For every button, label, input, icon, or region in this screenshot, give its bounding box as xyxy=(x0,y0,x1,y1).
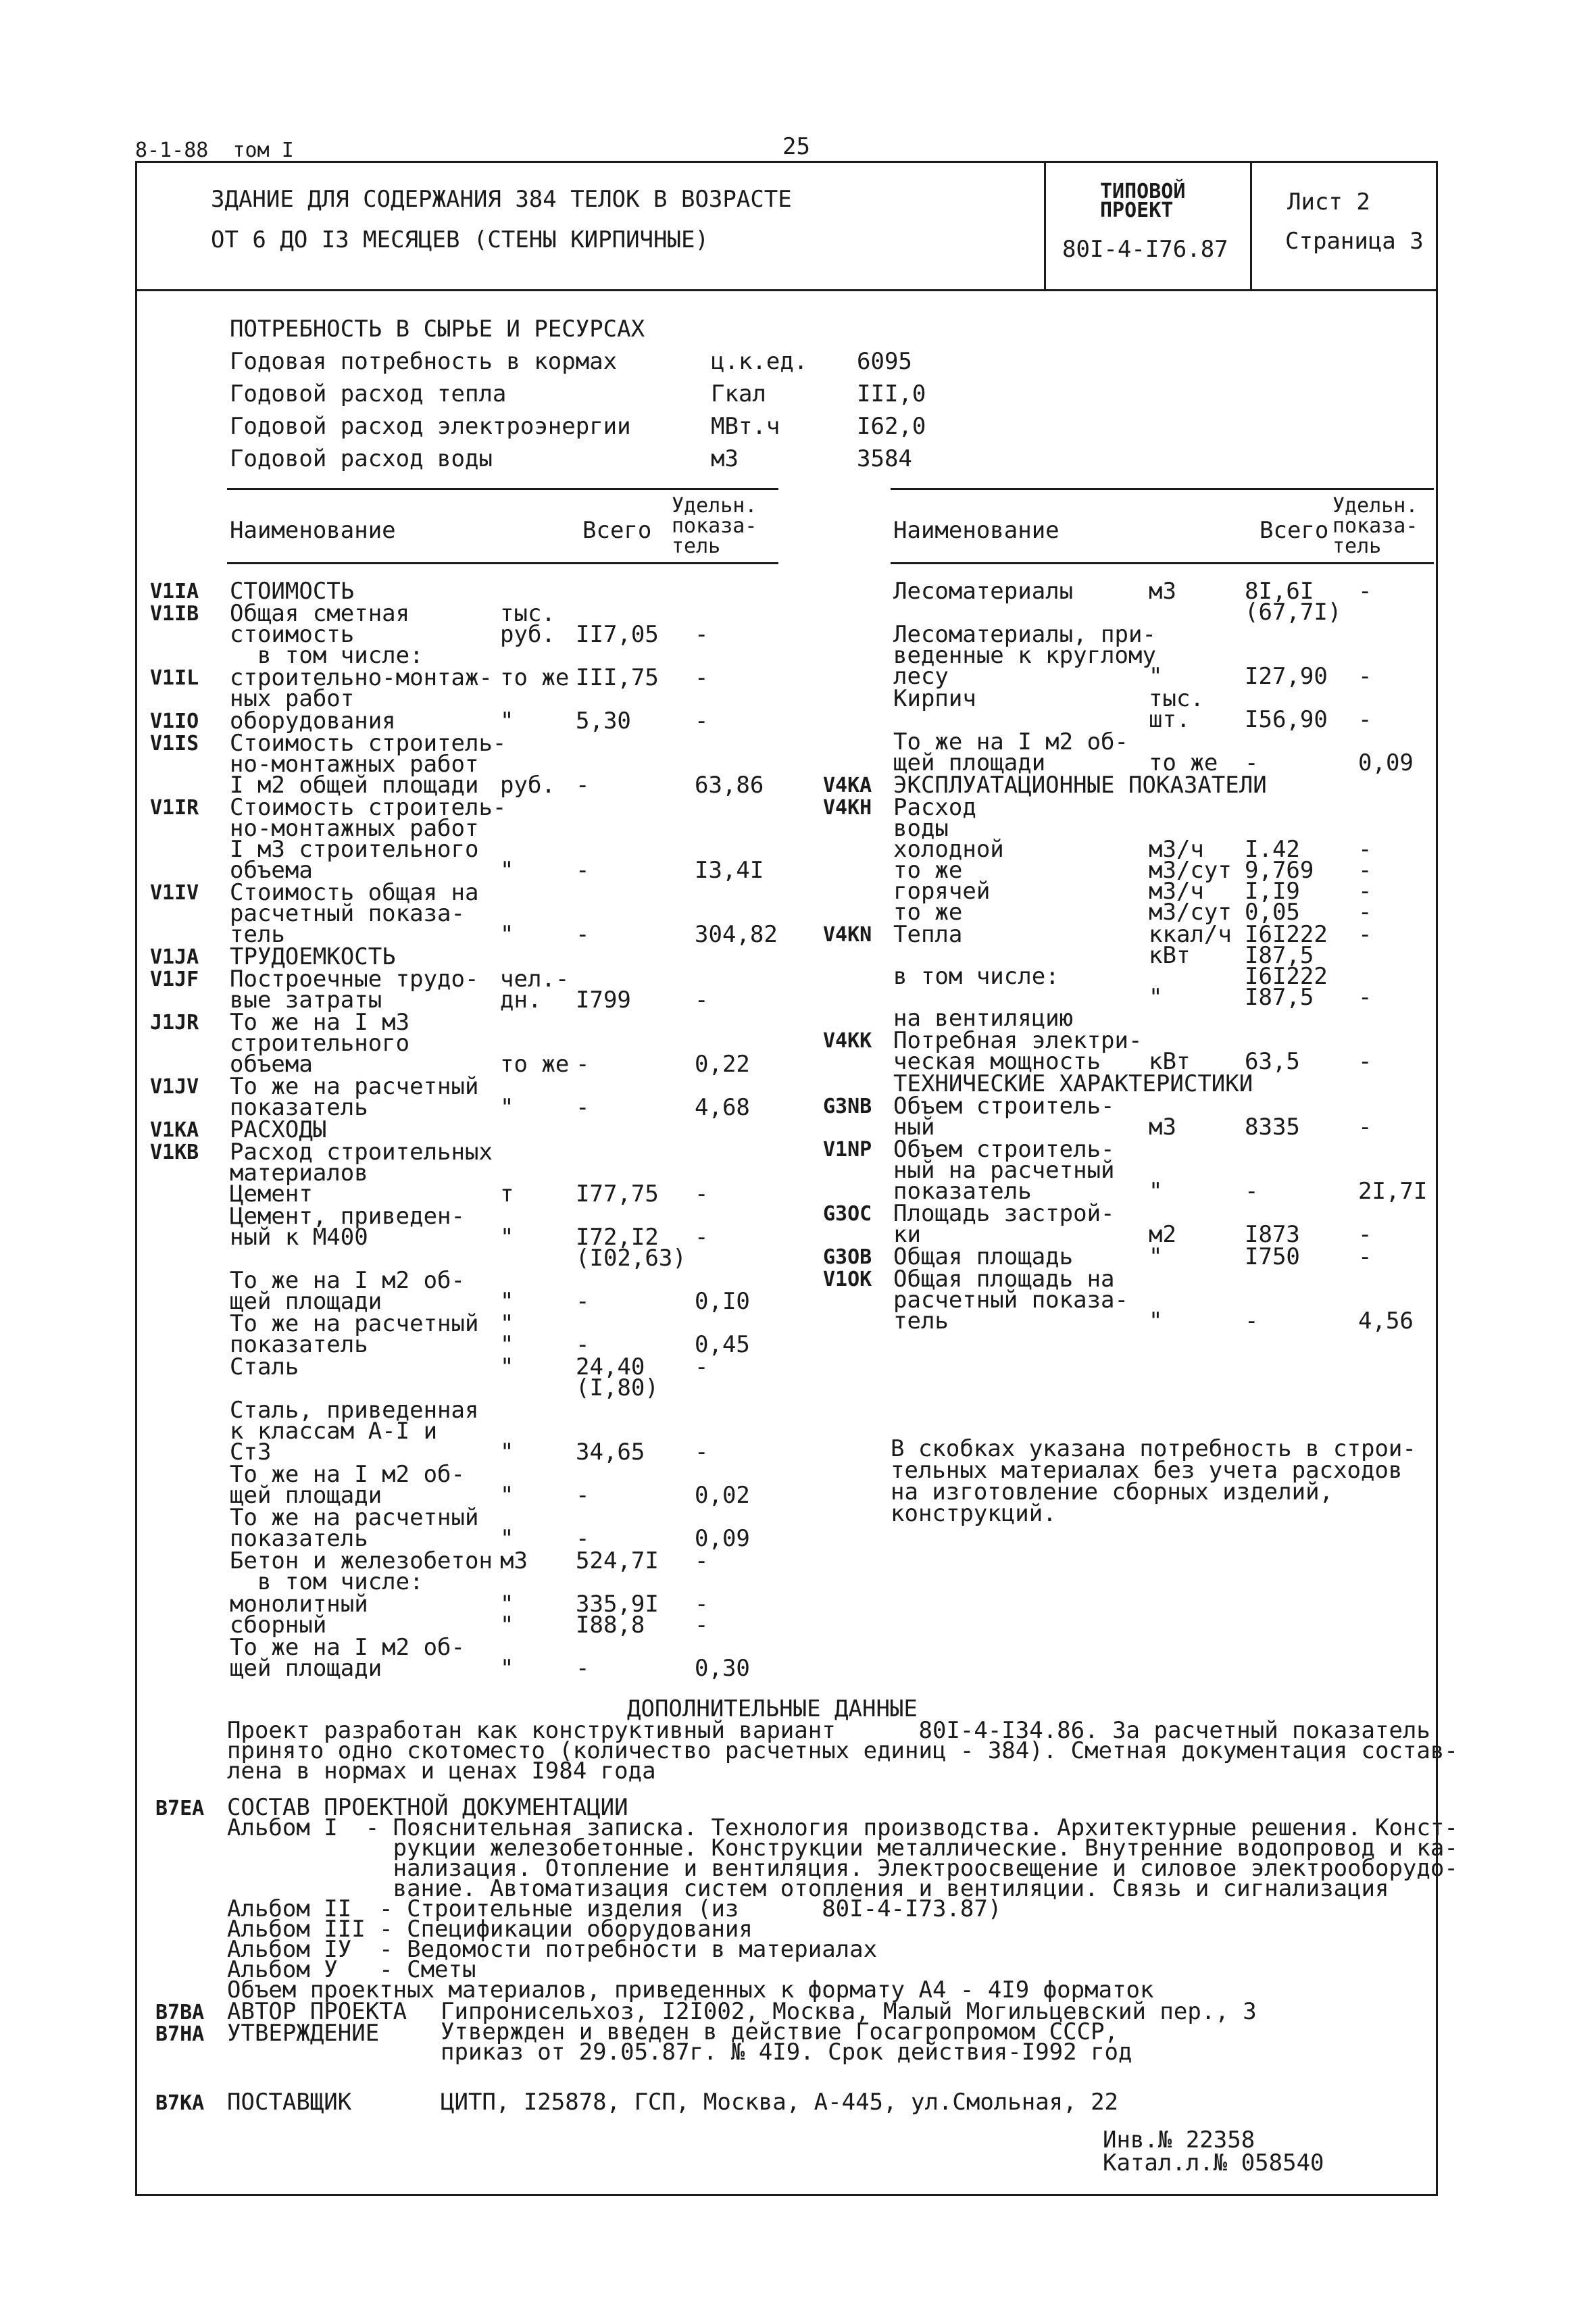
row-total: 335,9I I88,8 xyxy=(576,1591,659,1639)
row-name: Лесоматериалы, при- веденные к круглому лесу xyxy=(893,621,1156,690)
row-specific: - xyxy=(695,707,709,735)
row-name: Стоимость строитель- но-монтажных работ I м2 общей площади xyxy=(230,730,507,799)
right-header-total: Всего xyxy=(1260,517,1329,544)
row-code: G3NB xyxy=(823,1095,872,1118)
title-line-1: ЗДАНИЕ ДЛЯ СОДЕРЖАНИЯ 384 ТЕЛОК В ВОЗРАСТЕ xyxy=(211,186,792,213)
row-total: 8335 xyxy=(1245,1114,1300,1141)
row-name: Лесоматериалы xyxy=(893,578,1074,605)
project-label: ТИПОВОЙ ПРОЕКТ xyxy=(1100,180,1186,222)
row-code: G3OB xyxy=(823,1245,872,1269)
row-name: Кирпич xyxy=(893,685,976,712)
page-label: Страница 3 xyxy=(1285,228,1424,255)
row-code: V1IV xyxy=(150,881,199,905)
row-total: 524,7I xyxy=(576,1547,659,1574)
row-specific: - xyxy=(695,1224,709,1251)
row-specific: - xyxy=(695,1180,709,1208)
row-unit: " xyxy=(500,1094,514,1121)
row-unit: " xyxy=(500,1655,514,1682)
row-specific: 0,09 xyxy=(1358,749,1414,776)
row-specific: - - - - xyxy=(1358,836,1372,926)
row-name: Площадь застрой- ки xyxy=(893,1200,1115,1248)
row-name: То же на I м2 об- щей площади xyxy=(230,1461,465,1509)
row-name: Сталь, приведенная к классам А-I и Ст3 xyxy=(230,1397,479,1466)
left-header-topline xyxy=(227,488,778,490)
title-line-2: ОТ 6 ДО I3 МЕСЯЦЕВ (СТЕНЫ КИРПИЧНЫЕ) xyxy=(211,226,709,253)
row-name: Стоимость общая на расчетный показа- тель xyxy=(230,879,479,948)
row-unit: " xyxy=(1149,1308,1163,1335)
approval-text: Утвержден и введен в действие Госагропромом СССР, приказ от 29.05.87г. № 4I9. Срок действия-I992 год xyxy=(441,2018,1132,2066)
row-total: I799 xyxy=(576,987,631,1014)
row-code: V1JA xyxy=(150,945,199,969)
row-name: ТРУДОЕМКОСТЬ xyxy=(230,943,396,970)
author-code: B7BA xyxy=(155,2001,205,2024)
row-specific: 0,I0 xyxy=(695,1288,750,1315)
series-label: 8-1-88 том I xyxy=(135,139,294,162)
composition-code: B7EA xyxy=(155,1797,205,1820)
row-unit: " " xyxy=(500,1310,514,1358)
row-unit: " xyxy=(1149,663,1163,690)
row-total: - xyxy=(576,1482,590,1509)
row-unit: " " xyxy=(500,1591,514,1639)
row-unit: кВт xyxy=(1149,1048,1191,1075)
row-total: III,75 xyxy=(576,664,659,691)
row-specific: - xyxy=(695,1353,709,1380)
row-total: 34,65 xyxy=(576,1439,645,1466)
page-number: 25 xyxy=(782,133,810,160)
brackets-note: В скобках указана потребность в строи- тельных материалах без учета расходов на изготовление сборных изделий, конструкций. xyxy=(891,1435,1416,1527)
row-code: V1JF xyxy=(150,968,199,991)
row-name: Расход строительных материалов Цемент xyxy=(230,1139,493,1208)
title-divider xyxy=(135,289,1436,291)
row-name: РАСХОДЫ xyxy=(230,1116,327,1143)
row-specific: I3,4I xyxy=(695,857,764,884)
row-name: монолитный сборный xyxy=(230,1591,368,1639)
composition-heading: СОСТАВ ПРОЕКТНОЙ ДОКУМЕНТАЦИИ xyxy=(227,1794,628,1821)
title-vdivider-1 xyxy=(1044,161,1046,291)
row-specific: 2I,7I xyxy=(1358,1178,1428,1205)
row-code: V4KH xyxy=(823,796,872,820)
row-name: Стоимость строитель- но-монтажных работ I м3 строительного объема xyxy=(230,794,507,884)
row-specific: - xyxy=(1358,1221,1372,1248)
row-code: V4KN xyxy=(823,923,872,947)
title-vdivider-2 xyxy=(1250,161,1252,291)
row-name: Общая площадь на расчетный показа- тель xyxy=(893,1266,1128,1335)
row-name: То же на I м2 об- щей площади xyxy=(230,1267,465,1315)
row-specific: - xyxy=(1358,1114,1372,1141)
resource-value: 6095 xyxy=(857,348,912,375)
right-header-topline xyxy=(891,488,1434,490)
row-specific: 4,68 xyxy=(695,1094,750,1121)
row-total: - xyxy=(576,1655,590,1682)
row-code: V1JV xyxy=(150,1075,199,1099)
resource-value: 3584 xyxy=(857,445,912,472)
row-name: Бетон и железобетон в том числе: xyxy=(230,1547,493,1595)
row-code: V1IS xyxy=(150,732,199,755)
resource-name: Годовая потребность в кормах xyxy=(230,348,618,375)
row-unit: чел.- дн. xyxy=(500,966,570,1014)
row-unit: м3 xyxy=(1149,578,1176,605)
row-specific: 304,82 xyxy=(695,921,778,948)
left-header-specific: Удельн. показа- тель xyxy=(672,494,757,558)
row-code: G3OC xyxy=(823,1202,872,1226)
row-unit: " xyxy=(500,1353,514,1380)
row-name: То же на I м2 об- щей площади xyxy=(893,728,1128,776)
row-unit: м3 xyxy=(500,1547,528,1574)
row-total: - xyxy=(576,1094,590,1121)
row-name: То же на расчетный показатель xyxy=(230,1310,479,1358)
row-total: - xyxy=(1245,1308,1259,1335)
supplier-label: ПОСТАВЩИК xyxy=(227,2089,352,2116)
row-unit: " xyxy=(500,1439,514,1466)
row-specific: - xyxy=(695,1547,709,1574)
row-unit: м3/ч м3/сут м3/ч м3/сут xyxy=(1149,836,1232,926)
supplier-text: ЦИТП, I25878, ГСП, Москва, А-445, ул.Смольная, 22 xyxy=(441,2089,1119,2116)
row-total: - xyxy=(576,1331,590,1358)
row-unit: ккал/ч кВт " xyxy=(1149,921,1232,1011)
row-specific: - xyxy=(1358,1243,1372,1270)
row-code: V1KA xyxy=(150,1118,199,1142)
resource-value: I62,0 xyxy=(857,413,926,440)
row-total: - xyxy=(576,921,590,948)
row-specific: 0,02 xyxy=(695,1482,750,1509)
row-total: - xyxy=(1245,749,1259,776)
row-total: 8I,6I (67,7I) xyxy=(1245,578,1342,626)
row-name: ТЕХНИЧЕСКИЕ ХАРАКТЕРИСТИКИ xyxy=(893,1070,1253,1097)
row-name: Тепла в том числе: на вентиляцию xyxy=(893,921,1074,1032)
row-unit: тыс. шт. xyxy=(1149,685,1204,733)
row-specific: - xyxy=(695,664,709,691)
row-unit: тыс. руб. xyxy=(500,600,555,648)
left-header-total: Всего xyxy=(582,517,652,544)
row-specific: - xyxy=(695,621,709,648)
row-name: То же на I м3 строительного объема xyxy=(230,1009,410,1078)
resource-name: Годовой расход воды xyxy=(230,445,493,472)
row-name: Расход воды холодной то же горячей то же xyxy=(893,794,1004,926)
row-unit: м3 xyxy=(1149,1114,1176,1141)
row-unit: м2 xyxy=(1149,1221,1176,1248)
resource-name: Годовой расход электроэнергии xyxy=(230,413,631,440)
resource-unit: Гкал xyxy=(711,380,766,407)
row-specific: 63,86 xyxy=(695,772,764,799)
row-name: То же на расчетный показатель xyxy=(230,1073,479,1121)
row-specific: - xyxy=(1358,578,1372,605)
row-unit: " xyxy=(500,1288,514,1315)
row-total: - xyxy=(1245,1178,1259,1205)
resource-unit: ц.к.ед. xyxy=(711,348,808,375)
row-code: V4KK xyxy=(823,1029,872,1053)
row-unit: " xyxy=(1149,1178,1163,1205)
right-header-name: Наименование xyxy=(893,517,1059,544)
row-specific: - xyxy=(1358,706,1372,733)
row-name: Потребная электри- ческая мощность xyxy=(893,1027,1143,1075)
row-specific: - - xyxy=(1358,921,1372,1011)
row-total: - xyxy=(576,772,590,799)
approval-label: УТВЕРЖДЕНИЕ xyxy=(227,2020,380,2047)
right-header-specific: Удельн. показа- тель xyxy=(1332,494,1418,558)
row-code: J1JR xyxy=(150,1011,199,1035)
row-specific: 0,45 xyxy=(695,1331,750,1358)
row-unit: то же xyxy=(500,664,570,691)
row-total: 5,30 xyxy=(576,707,631,735)
resource-unit: м3 xyxy=(711,445,739,472)
left-header-bottomline xyxy=(227,562,778,564)
approval-code: B7HA xyxy=(155,2022,205,2046)
row-specific: - - xyxy=(695,1591,709,1639)
author-label: АВТОР ПРОЕКТА xyxy=(227,1998,407,2025)
row-total: 63,5 xyxy=(1245,1048,1300,1075)
additional-heading: ДОПОЛНИТЕЛЬНЫЕ ДАННЫЕ xyxy=(627,1695,918,1722)
row-unit: то же xyxy=(1149,749,1218,776)
additional-text: Проект разработан как конструктивный вариант 80I-4-I34.86. За расчетный показатель принято одно скотоместо (количество расчетных единиц - 384). Сметная документация состав- лена в нормах и ценах I984 года xyxy=(227,1717,1458,1785)
row-unit: " xyxy=(500,1482,514,1509)
row-total: - xyxy=(576,1051,590,1078)
row-name: То же на расчетный показатель xyxy=(230,1504,479,1552)
row-total: I.42 9,769 I,I9 0,05 xyxy=(1245,836,1314,926)
row-unit: " xyxy=(1149,1243,1163,1270)
row-unit: " xyxy=(500,857,514,884)
resource-unit: МВт.ч xyxy=(711,413,780,440)
row-code: V1KB xyxy=(150,1141,199,1164)
row-name: строительно-монтаж- ных работ xyxy=(230,664,493,712)
row-name: ЭКСПЛУАТАЦИОННЫЕ ПОКАЗАТЕЛИ xyxy=(893,772,1267,799)
left-header-name: Наименование xyxy=(230,517,396,544)
row-total: 24,40 (I,80) xyxy=(576,1353,659,1401)
row-name: Объем строитель- ный xyxy=(893,1093,1115,1141)
row-name: Общая сметная стоимость в том числе: xyxy=(230,600,424,669)
right-header-bottomline xyxy=(891,562,1434,564)
row-code: V1IL xyxy=(150,666,199,690)
row-name: СТОИМОСТЬ xyxy=(230,578,355,605)
row-name: То же на I м2 об- щей площади xyxy=(230,1634,465,1682)
resource-value: III,0 xyxy=(857,380,926,407)
inventory-number: Инв.№ 22358 xyxy=(1103,2126,1255,2154)
row-unit: " xyxy=(500,1525,514,1552)
row-total: - xyxy=(576,857,590,884)
author-text: Гипронисельхоз, I2I002, Москва, Малый Могильцевский пер., 3 xyxy=(441,1998,1257,2025)
row-total: I77,75 xyxy=(576,1180,659,1208)
catalog-number: Катал.л.№ 058540 xyxy=(1103,2149,1324,2176)
row-unit: т xyxy=(500,1180,514,1208)
composition-text: Альбом I - Пояснительная записка. Технология производства. Архитектурные решения. Конст- рукции железобетонные. Конструкции металлические. Внутренние водопровод и ка- нализация. Отопление и вентиляция. Электроосвещение и силовое электрооборудо- вание. Автоматизация систем отопления и вентиляции. Связь и сигнализация Альбом II - Строительные изделия (из 80I-4-I73.87) Альбом III - Спецификации оборудования Альбом IУ - Ведомости потребности в материалах Альбом У - Сметы Объем проектных материалов, приведенных к формату А4 - 4I9 форматок xyxy=(227,1814,1458,2003)
row-specific: 0,09 xyxy=(695,1525,750,1552)
row-specific: - xyxy=(1358,1048,1372,1075)
row-unit: " xyxy=(500,707,514,735)
row-unit: то же xyxy=(500,1051,570,1078)
row-code: V1IO xyxy=(150,710,199,733)
row-name: Объем строитель- ный на расчетный показатель xyxy=(893,1136,1115,1205)
row-name: Сталь xyxy=(230,1353,299,1380)
row-code: V4KA xyxy=(823,774,872,797)
sheet-label: Лист 2 xyxy=(1287,189,1370,216)
row-specific: - xyxy=(1358,663,1372,690)
row-total: II7,05 xyxy=(576,621,659,648)
row-specific: - xyxy=(695,1439,709,1466)
row-total: I6I222 I87,5 I6I222 I87,5 xyxy=(1245,921,1328,1011)
row-unit: " xyxy=(500,1224,514,1251)
row-code: V1NP xyxy=(823,1138,872,1162)
row-code: V1OK xyxy=(823,1268,872,1291)
row-name: Построечные трудо- вые затраты xyxy=(230,966,479,1014)
resources-heading: ПОТРЕБНОСТЬ В СЫРЬЕ И РЕСУРСАХ xyxy=(230,316,645,343)
row-unit: " xyxy=(500,921,514,948)
row-total: I750 xyxy=(1245,1243,1300,1270)
supplier-code: B7KA xyxy=(155,2091,205,2115)
row-name: Общая площадь xyxy=(893,1243,1074,1270)
row-name: Цемент, приведен- ный к М400 xyxy=(230,1203,465,1251)
row-specific: - xyxy=(695,987,709,1014)
row-unit: руб. xyxy=(500,772,555,799)
row-specific: 0,22 xyxy=(695,1051,750,1078)
row-total: - xyxy=(576,1525,590,1552)
project-number: 80I-4-I76.87 xyxy=(1062,236,1228,263)
row-name: оборудования xyxy=(230,707,396,735)
row-code: V1IA xyxy=(150,580,199,603)
resource-name: Годовой расход тепла xyxy=(230,380,507,407)
row-total: I27,90 xyxy=(1245,663,1328,690)
row-code: V1IR xyxy=(150,796,199,820)
row-total: I56,90 xyxy=(1245,706,1328,733)
row-total: I873 xyxy=(1245,1221,1300,1248)
row-specific: 0,30 xyxy=(695,1655,750,1682)
row-code: V1IB xyxy=(150,602,199,626)
row-total: - xyxy=(576,1288,590,1315)
row-total: I72,I2 (I02,63) xyxy=(576,1224,687,1272)
row-specific: 4,56 xyxy=(1358,1308,1414,1335)
